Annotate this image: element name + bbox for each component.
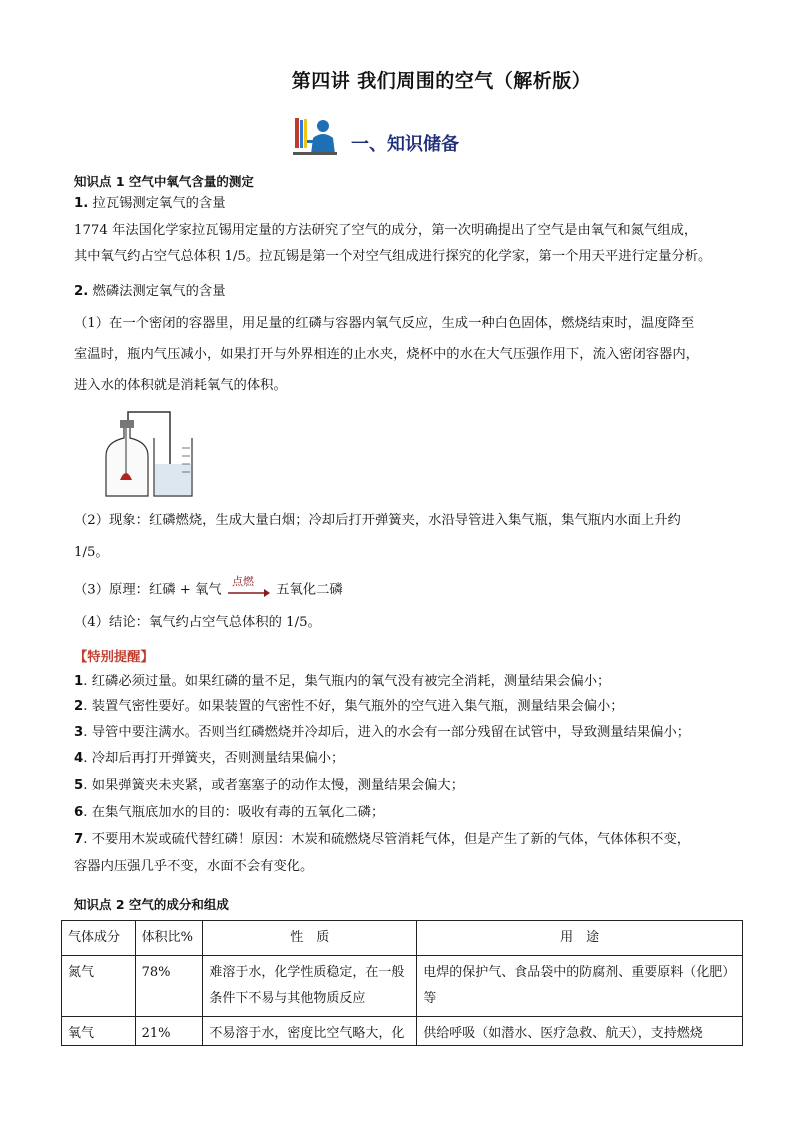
kp1-sub1-line1: 1774 年法国化学家拉瓦锡用定量的方法研究了空气的成分，第一次明确提出了空气是由氧气和氮气组成，: [74, 223, 698, 238]
kp1-p3: （3）原理：红磷 + 氧气 点燃 五氧化二磷: [74, 575, 343, 598]
table-cell: 21%: [135, 1017, 203, 1047]
table-cell: 氧气: [62, 1017, 136, 1047]
kp1-sub1-title: 1. 拉瓦锡测定氧气的含量: [74, 196, 226, 211]
reading-person-icon: [293, 116, 337, 156]
table-header-cell: 体积比%: [135, 921, 203, 956]
table-cell: 难溶于水，化学性质稳定，在一般条件下不易与其他物质反应: [203, 956, 417, 1017]
kp1-sub1-line2: 其中氧气约占空气总体积 1/5。拉瓦锡是第一个对空气组成进行探究的化学家，第一个用天平进行定量分析。: [74, 249, 712, 264]
section-heading: 一、知识储备: [351, 134, 459, 155]
kp1-p1-line1: （1）在一个密闭的容器里，用足量的红磷与容器内氧气反应，生成一种白色固体，燃烧结束时，温度降至: [74, 316, 695, 331]
reminder-item-7-line2: 容器内压强几乎不变，水面不会有变化。: [74, 859, 314, 874]
reminder-item-5: 5. 如果弹簧夹未夹紧，或者塞塞子的动作太慢，测量结果会偏大；: [74, 778, 465, 793]
table-header-cell: 用 途: [417, 921, 743, 956]
kp2-heading: 知识点 2 空气的成分和组成: [74, 897, 229, 912]
table-cell: 不易溶于水，密度比空气略大，化: [203, 1017, 417, 1047]
reminder-item-6: 6. 在集气瓶底加水的目的：吸收有毒的五氧化二磷；: [74, 805, 385, 820]
gas-composition-table: [61, 920, 743, 1046]
kp1-p2-line1: （2）现象：红磷燃烧，生成大量白烟；冷却后打开弹簧夹，水沿导管进入集气瓶，集气瓶内水面上升约: [74, 513, 681, 528]
section-header: [293, 116, 459, 156]
page-title: [0, 66, 793, 93]
kp1-sub2-title: 2. 燃磷法测定氧气的含量: [74, 284, 226, 299]
table-cell: 电焊的保护气、食品袋中的防腐剂、重要原料（化肥）等: [417, 956, 743, 1017]
table-cell: 氮气: [62, 956, 136, 1017]
reaction-condition: 点燃: [231, 575, 254, 588]
table-row: [62, 956, 743, 1017]
kp1-heading: 知识点 1 空气中氧气含量的测定: [74, 174, 254, 189]
page-title-text: 第四讲 我们周围的空气（解析版）: [291, 70, 592, 92]
reaction-arrow: [226, 575, 272, 599]
kp1-p4: （4）结论：氧气约占空气总体积的 1/5。: [74, 615, 321, 630]
gas-table-wrap: [61, 920, 743, 1046]
kp1-p1-line3: 进入水的体积就是消耗氧气的体积。: [74, 378, 287, 393]
reminder-heading: 【特别提醒】: [74, 650, 154, 665]
reminder-item-3: 3. 导管中要注满水。否则当红磷燃烧并冷却后，进入的水会有一部分残留在试管中，导致测量结果偏小；: [74, 725, 691, 740]
reminder-item-4: 4. 冷却后再打开弹簧夹，否则测量结果偏小；: [74, 751, 345, 766]
table-row: [62, 1017, 743, 1047]
table-header-cell: 性 质: [203, 921, 417, 956]
reminder-item-7: 7. 不要用木炭或硫代替红磷！原因：木炭和硫燃烧尽管消耗气体，但是产生了新的气体，气体体积不变，: [74, 832, 691, 847]
kp1-p1-line2: 室温时，瓶内气压减小，如果打开与外界相连的止水夹，烧杯中的水在大气压强作用下，流入密闭容器内，: [74, 347, 699, 362]
phosphorus-apparatus-diagram: [98, 408, 198, 500]
table-cell: 供给呼吸（如潜水、医疗急救、航天），支持燃烧: [417, 1017, 743, 1047]
table-header-cell: 气体成分: [62, 921, 136, 956]
reminder-item-1: 1. 红磷必须过量。如果红磷的量不足，集气瓶内的氧气没有被完全消耗，测量结果会偏小；: [74, 674, 611, 689]
table-cell: 78%: [135, 956, 203, 1017]
table-header-row: [62, 921, 743, 956]
reminder-item-2: 2. 装置气密性要好。如果装置的气密性不好，集气瓶外的空气进入集气瓶，测量结果会偏小；: [74, 699, 624, 714]
kp1-p2-line2: 1/5。: [74, 545, 109, 560]
